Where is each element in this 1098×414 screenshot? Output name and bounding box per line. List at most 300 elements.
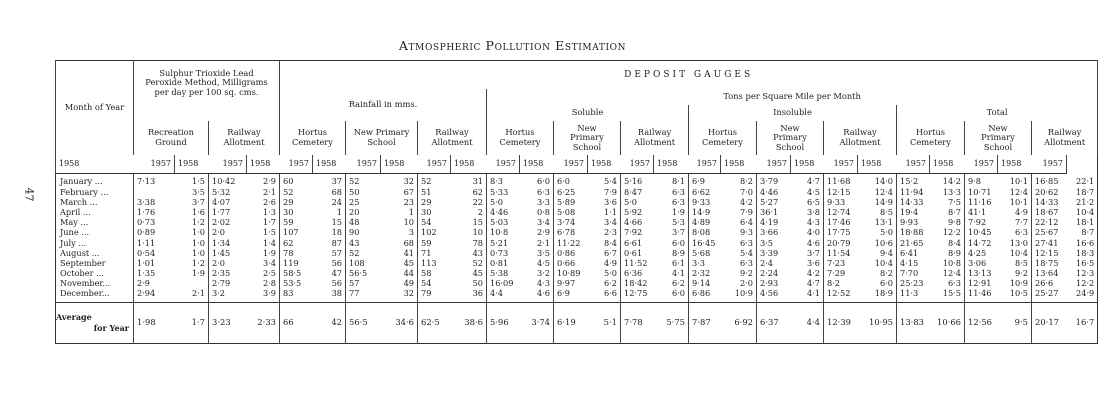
table-cell: 68 bbox=[403, 237, 414, 248]
total-railway-allotment-header: Railway Allotment bbox=[1032, 121, 1098, 155]
table-cell: 3·5 bbox=[536, 247, 550, 258]
total-header: Total bbox=[897, 105, 1098, 121]
table-cell: 16·45 bbox=[689, 238, 721, 248]
table-cell: 5·16 bbox=[621, 174, 654, 188]
average-cell: 6·92 bbox=[734, 317, 753, 328]
year-1957-label: 1957 bbox=[209, 155, 247, 174]
pollution-table-container bbox=[55, 60, 1095, 344]
table-cell: 2·0 bbox=[739, 278, 753, 289]
table-cell: 12·74 bbox=[824, 208, 858, 218]
table-cell: 8·4 bbox=[603, 237, 617, 248]
table-cell: 8·7 bbox=[947, 206, 961, 217]
average-cell: 3·74 bbox=[531, 317, 550, 328]
table-cell: 4·66 bbox=[621, 218, 654, 228]
month-label: October ... bbox=[60, 268, 104, 279]
table-cell: 10 bbox=[403, 217, 414, 228]
average-cell: 12·56 bbox=[965, 303, 998, 344]
table-cell: 78 bbox=[280, 248, 313, 258]
table-cell: 0·54 bbox=[134, 248, 175, 258]
table-cell: 8·47 bbox=[621, 187, 654, 197]
table-cell: 6·1 bbox=[671, 257, 685, 268]
table-row bbox=[56, 238, 1098, 248]
average-cell: 10·66 bbox=[937, 317, 961, 328]
table-cell: 12·4 bbox=[942, 268, 961, 279]
table-cell: 1·6 bbox=[191, 206, 205, 217]
table-cell: 5·27 bbox=[757, 197, 791, 207]
table-cell: 2·0 bbox=[209, 228, 247, 238]
year-1958-label: 1958 bbox=[451, 155, 487, 174]
average-cell: 13·83 bbox=[897, 303, 930, 344]
table-cell: 3·4 bbox=[603, 217, 617, 228]
table-cell: 79 bbox=[418, 289, 451, 303]
table-cell: 78 bbox=[472, 237, 483, 248]
table-cell: 3·7 bbox=[191, 196, 205, 207]
table-cell: 4·3 bbox=[806, 217, 820, 228]
table-cell: 6·5 bbox=[806, 196, 820, 207]
table-cell: 8·5 bbox=[879, 206, 893, 217]
table-cell: 3·5 bbox=[757, 238, 791, 248]
table-cell: 2·5 bbox=[262, 268, 276, 279]
table-cell: 2·1 bbox=[262, 186, 276, 197]
table-cell: 8·2 bbox=[739, 176, 753, 187]
year-1958-label: 1958 bbox=[930, 155, 965, 174]
table-cell: 15·5 bbox=[930, 289, 965, 303]
table-cell: 6·41 bbox=[897, 248, 930, 258]
average-cell: 9·5 bbox=[1014, 317, 1028, 328]
table-cell: 6·2 bbox=[671, 278, 685, 289]
average-cell: 2·33 bbox=[257, 317, 276, 328]
average-cell: 38·6 bbox=[464, 317, 483, 328]
table-cell: 6·0 bbox=[654, 289, 689, 303]
table-cell: 1·1 bbox=[603, 206, 617, 217]
insoluble-hortus-cemetery-header: Hortus Cemetery bbox=[689, 121, 757, 155]
table-cell: 2·3 bbox=[603, 227, 617, 238]
table-cell: 2·8 bbox=[262, 278, 276, 289]
table-cell: 5·0 bbox=[621, 197, 654, 207]
table-cell: 107 bbox=[280, 228, 313, 238]
table-cell: 18 bbox=[331, 227, 342, 238]
table-cell: 14·33 bbox=[1032, 197, 1067, 207]
table-cell: 22 bbox=[472, 196, 483, 207]
table-cell: 3·06 bbox=[965, 259, 998, 269]
table-cell: 11·94 bbox=[897, 187, 930, 197]
table-cell: 58·5 bbox=[280, 269, 313, 279]
table-cell: 54 bbox=[418, 279, 451, 289]
table-cell: 36 bbox=[451, 289, 487, 303]
table-cell: 25 bbox=[346, 197, 381, 207]
table-cell: 1·0 bbox=[191, 237, 205, 248]
table-cell: 3·4 bbox=[536, 217, 550, 228]
table-cell: 18·88 bbox=[897, 228, 930, 238]
table-cell: 1 bbox=[336, 206, 342, 217]
table-cell: 6·9 bbox=[554, 289, 588, 303]
table-cell: 11·54 bbox=[824, 248, 858, 258]
table-cell: 50 bbox=[472, 278, 483, 289]
table-cell: 10·45 bbox=[965, 228, 998, 238]
table-cell: 57 bbox=[346, 279, 381, 289]
deposit-gauges-header: DEPOSIT GAUGES bbox=[280, 61, 1098, 90]
table-cell: 1·9 bbox=[191, 268, 205, 279]
table-cell: 62 bbox=[280, 238, 313, 248]
table-cell: 10·89 bbox=[554, 269, 588, 279]
table-cell: 22·1 bbox=[1076, 176, 1095, 187]
table-cell: 4·1 bbox=[671, 268, 685, 279]
table-cell: 4·5 bbox=[536, 257, 550, 268]
month-label: June ... bbox=[60, 227, 90, 238]
table-cell: 10·71 bbox=[965, 187, 998, 197]
table-cell: 5·3 bbox=[671, 217, 685, 228]
soluble-new-primary-school-header: New Primary School bbox=[554, 121, 621, 155]
table-cell: 41 bbox=[403, 247, 414, 258]
year-1957-label: 1957 bbox=[824, 155, 858, 174]
table-cell: 2·0 bbox=[209, 259, 247, 269]
table-cell: 4·0 bbox=[806, 227, 820, 238]
table-cell: 4·25 bbox=[965, 248, 998, 258]
table-cell: 67 bbox=[403, 186, 414, 197]
average-cell: 7·87 bbox=[689, 303, 721, 344]
table-cell: 32 bbox=[403, 176, 414, 187]
table-cell: 16·5 bbox=[1076, 257, 1095, 268]
table-cell: 4·4 bbox=[487, 289, 520, 303]
year-1957-label: 1957 bbox=[1032, 155, 1067, 174]
table-cell: 4·7 bbox=[806, 278, 820, 289]
total-hortus-cemetery-header: Hortus Cemetery bbox=[897, 121, 965, 155]
railway-allotment-header: Railway Allotment bbox=[209, 121, 280, 155]
table-cell: 1·77 bbox=[209, 208, 247, 218]
month-label: February ... bbox=[60, 186, 109, 197]
table-cell: 58 bbox=[418, 269, 451, 279]
table-cell: 24 bbox=[331, 196, 342, 207]
table-cell: 52 bbox=[280, 187, 313, 197]
table-cell: 30 bbox=[418, 208, 451, 218]
table-cell: 3·7 bbox=[806, 247, 820, 258]
table-cell: 3·79 bbox=[757, 174, 791, 188]
table-cell: 9·8 bbox=[965, 174, 998, 188]
month-label: May ... bbox=[60, 217, 89, 228]
table-cell: 12·15 bbox=[1032, 248, 1067, 258]
table-cell: 4·19 bbox=[757, 218, 791, 228]
table-cell: 15 bbox=[331, 217, 342, 228]
table-cell: 7·23 bbox=[824, 259, 858, 269]
table-cell: 14·9 bbox=[689, 208, 721, 218]
table-cell: 4·9 bbox=[603, 257, 617, 268]
table-cell: 20·79 bbox=[824, 238, 858, 248]
average-cell: 6·19 bbox=[554, 303, 588, 344]
table-cell: 11·22 bbox=[554, 238, 588, 248]
table-cell: 10·9 bbox=[1009, 278, 1028, 289]
table-cell: 2·9 bbox=[262, 176, 276, 187]
table-cell: 1·7 bbox=[262, 217, 276, 228]
table-cell: 56 bbox=[331, 278, 342, 289]
table-cell: 11·52 bbox=[621, 259, 654, 269]
average-cell: 16·7 bbox=[1075, 317, 1095, 328]
average-cell: 34·6 bbox=[395, 317, 414, 328]
year-1958-label: 1958 bbox=[858, 155, 897, 174]
month-label: September bbox=[60, 257, 106, 268]
table-cell: 5·32 bbox=[209, 187, 247, 197]
table-cell: 19·4 bbox=[897, 208, 930, 218]
table-row bbox=[56, 228, 1098, 238]
table-cell: 7·5 bbox=[947, 196, 961, 207]
table-cell: 10·42 bbox=[209, 174, 247, 188]
table-cell: 5·0 bbox=[487, 197, 520, 207]
table-cell: 102 bbox=[418, 228, 451, 238]
table-cell: 2·94 bbox=[134, 289, 175, 303]
table-cell: 6·2 bbox=[603, 278, 617, 289]
table-cell: 18·1 bbox=[1076, 217, 1095, 228]
table-cell: 2·79 bbox=[209, 279, 247, 289]
year-1957-label: 1957 bbox=[280, 155, 313, 174]
table-cell: 18·9 bbox=[858, 289, 897, 303]
year-1958-label: 1958 bbox=[313, 155, 346, 174]
year-1957-label: 1957 bbox=[689, 155, 721, 174]
table-cell: 71 bbox=[418, 248, 451, 258]
table-cell: 6·7 bbox=[603, 247, 617, 258]
table-cell: 6·78 bbox=[554, 228, 588, 238]
table-cell: 20 bbox=[346, 208, 381, 218]
table-cell: 10·5 bbox=[998, 289, 1032, 303]
table-cell: 31 bbox=[472, 176, 483, 187]
table-cell: 2·24 bbox=[757, 269, 791, 279]
table-cell: 7·92 bbox=[621, 228, 654, 238]
table-cell: 6·3 bbox=[1014, 227, 1028, 238]
table-cell: 5·68 bbox=[689, 248, 721, 258]
table-cell: 2·9 bbox=[134, 279, 175, 289]
table-cell: 7·7 bbox=[1014, 217, 1028, 228]
table-cell: 12·3 bbox=[1076, 268, 1095, 279]
table-cell: 54 bbox=[418, 218, 451, 228]
year-1957-label: 1957 bbox=[346, 155, 381, 174]
table-cell: 8·5 bbox=[1014, 257, 1028, 268]
table-cell: 5·33 bbox=[487, 187, 520, 197]
average-cell: 10·95 bbox=[869, 317, 893, 328]
table-cell: 0·8 bbox=[536, 206, 550, 217]
table-cell: 14·33 bbox=[897, 197, 930, 207]
table-cell: 26·6 bbox=[1032, 279, 1067, 289]
table-cell: 11·3 bbox=[897, 289, 930, 303]
table-cell: 56 bbox=[331, 257, 342, 268]
year-1957-label: 1957 bbox=[757, 155, 791, 174]
average-cell: 42 bbox=[331, 317, 342, 328]
average-cell: 56·5 bbox=[346, 303, 381, 344]
soluble-railway-allotment-header: Railway Allotment bbox=[621, 121, 689, 155]
table-cell: 3·2 bbox=[536, 268, 550, 279]
table-cell bbox=[134, 187, 175, 197]
table-cell: 77 bbox=[346, 289, 381, 303]
year-1958-label: 1958 bbox=[998, 155, 1032, 174]
table-cell: 12·52 bbox=[824, 289, 858, 303]
table-cell: 2·1 bbox=[536, 237, 550, 248]
table-cell: 6·3 bbox=[947, 278, 961, 289]
table-cell: 21·65 bbox=[897, 238, 930, 248]
table-cell: 0·73 bbox=[134, 218, 175, 228]
table-cell: 51 bbox=[418, 187, 451, 197]
average-label-line2: for Year bbox=[93, 323, 129, 334]
table-cell: 9·33 bbox=[689, 197, 721, 207]
table-cell: 4·2 bbox=[806, 268, 820, 279]
table-cell: 14·0 bbox=[874, 176, 893, 187]
table-cell: 12·4 bbox=[1009, 186, 1028, 197]
table-cell: 3·8 bbox=[806, 206, 820, 217]
tons-per-square-mile-header: Tons per Square Mile per Month bbox=[487, 89, 1098, 105]
table-cell: 0·61 bbox=[621, 248, 654, 258]
table-cell: 12·4 bbox=[874, 186, 893, 197]
average-label bbox=[56, 303, 134, 344]
table-cell: 6·0 bbox=[554, 174, 588, 188]
table-cell: 9·4 bbox=[879, 247, 893, 258]
year-1958-label: 1958 bbox=[56, 155, 134, 174]
table-cell: 3·6 bbox=[603, 196, 617, 207]
table-cell: 4·6 bbox=[520, 289, 554, 303]
year-1957-label: 1957 bbox=[621, 155, 654, 174]
month-label: December... bbox=[56, 289, 134, 303]
table-cell: 1·76 bbox=[134, 208, 175, 218]
year-1957-label: 1957 bbox=[134, 155, 175, 174]
year-1958-label: 1958 bbox=[175, 155, 209, 174]
document-title: Atmospheric Pollution Estimation bbox=[398, 38, 627, 53]
table-cell: 12·15 bbox=[824, 187, 858, 197]
table-cell: 3·3 bbox=[689, 259, 721, 269]
table-cell: 2 bbox=[477, 206, 483, 217]
table-cell: 10·1 bbox=[1009, 196, 1028, 207]
total-new-primary-school-header: New Primary School bbox=[965, 121, 1032, 155]
table-cell: 7·0 bbox=[739, 186, 753, 197]
table-cell: 5·03 bbox=[487, 218, 520, 228]
table-cell: 7·29 bbox=[824, 269, 858, 279]
recreation-railway-spacer bbox=[134, 105, 280, 121]
table-cell: 14·9 bbox=[874, 196, 893, 207]
table-cell: 9·93 bbox=[897, 218, 930, 228]
table-cell: 45 bbox=[472, 268, 483, 279]
table-cell: 52 bbox=[472, 257, 483, 268]
average-cell: 5·75 bbox=[666, 317, 685, 328]
pollution-table bbox=[55, 60, 1098, 344]
table-cell: 7·70 bbox=[897, 269, 930, 279]
table-cell: 7·92 bbox=[965, 218, 998, 228]
table-cell: 8·1 bbox=[671, 176, 685, 187]
average-cell: 5·1 bbox=[603, 317, 617, 328]
table-cell: 50 bbox=[346, 187, 381, 197]
table-cell: 37 bbox=[331, 176, 342, 187]
table-cell: 16·09 bbox=[487, 279, 520, 289]
table-cell: 41·1 bbox=[965, 208, 998, 218]
table-cell: 27·41 bbox=[1032, 238, 1067, 248]
table-cell: 6·86 bbox=[689, 289, 721, 303]
table-cell: 25·23 bbox=[897, 279, 930, 289]
table-cell: 1 bbox=[408, 206, 414, 217]
table-cell: 4·5 bbox=[806, 186, 820, 197]
table-cell: 6·3 bbox=[671, 196, 685, 207]
average-cell: 3·23 bbox=[209, 303, 247, 344]
year-1958-label: 1958 bbox=[654, 155, 689, 174]
table-cell: 10·6 bbox=[874, 237, 893, 248]
table-cell: 52 bbox=[346, 248, 381, 258]
insoluble-header: Insoluble bbox=[689, 105, 897, 121]
table-cell: 108 bbox=[346, 259, 381, 269]
table-cell: 4·7 bbox=[806, 176, 820, 187]
table-cell: 1·5 bbox=[191, 176, 205, 187]
soluble-header: Soluble bbox=[487, 105, 689, 121]
month-label: April ... bbox=[60, 206, 91, 217]
table-cell: 10·4 bbox=[874, 257, 893, 268]
table-cell: 8·9 bbox=[947, 247, 961, 258]
year-1958-label: 1958 bbox=[381, 155, 418, 174]
table-cell: 36·1 bbox=[757, 208, 791, 218]
table-cell: 83 bbox=[280, 289, 313, 303]
month-label: November... bbox=[60, 278, 111, 289]
table-cell: 9·3 bbox=[739, 227, 753, 238]
table-cell: 13·0 bbox=[1009, 237, 1028, 248]
table-cell: 5·92 bbox=[621, 208, 654, 218]
table-cell: 4·89 bbox=[689, 218, 721, 228]
table-cell: 25·27 bbox=[1032, 289, 1067, 303]
average-cell: 1·98 bbox=[134, 303, 175, 344]
table-cell: 1·5 bbox=[262, 227, 276, 238]
table-cell: 5·08 bbox=[554, 208, 588, 218]
table-cell: 6·3 bbox=[739, 257, 753, 268]
table-cell: 2·1 bbox=[175, 289, 209, 303]
table-cell: 5·89 bbox=[554, 197, 588, 207]
table-cell: 9·33 bbox=[824, 197, 858, 207]
table-cell: 2·32 bbox=[689, 269, 721, 279]
table-cell: 3·6 bbox=[806, 257, 820, 268]
table-cell: 5·38 bbox=[487, 269, 520, 279]
table-cell: 24·9 bbox=[1067, 289, 1098, 303]
table-cell: 10·4 bbox=[1009, 247, 1028, 258]
table-cell: 21·2 bbox=[1076, 196, 1095, 207]
table-cell: 52 bbox=[418, 174, 451, 188]
table-cell: 2·9 bbox=[536, 227, 550, 238]
table-cell: 6·6 bbox=[588, 289, 621, 303]
month-of-year-header: Month of Year bbox=[56, 61, 134, 156]
table-cell: 4·1 bbox=[791, 289, 824, 303]
table-cell: 4·3 bbox=[536, 278, 550, 289]
table-cell: 10·8 bbox=[487, 228, 520, 238]
table-cell: 16·6 bbox=[1076, 237, 1095, 248]
table-cell: 3 bbox=[408, 227, 414, 238]
table-cell: 0·66 bbox=[554, 259, 588, 269]
table-cell: 4·15 bbox=[897, 259, 930, 269]
rainfall-header: Rainfall in mms. bbox=[280, 89, 487, 121]
table-cell: 6·36 bbox=[621, 269, 654, 279]
table-cell: 29 bbox=[280, 197, 313, 207]
table-cell: 13·3 bbox=[942, 186, 961, 197]
table-cell: 2·35 bbox=[209, 269, 247, 279]
average-cell: 4·4 bbox=[806, 317, 820, 328]
table-cell: 7·9 bbox=[739, 206, 753, 217]
average-cell: 62·5 bbox=[418, 303, 451, 344]
table-cell: 18·7 bbox=[1076, 186, 1095, 197]
month-label: March ... bbox=[60, 196, 98, 207]
table-cell: 17·46 bbox=[824, 218, 858, 228]
table-cell: 30 bbox=[280, 208, 313, 218]
table-cell: 68 bbox=[331, 186, 342, 197]
table-cell: 10 bbox=[472, 227, 483, 238]
table-cell: 13·64 bbox=[1032, 269, 1067, 279]
table-cell: 8·2 bbox=[879, 268, 893, 279]
table-cell: 15 bbox=[472, 217, 483, 228]
table-cell: 8·2 bbox=[824, 279, 858, 289]
table-cell: 7·13 bbox=[134, 174, 175, 188]
table-cell: 3·4 bbox=[262, 257, 276, 268]
table-cell: 3·74 bbox=[554, 218, 588, 228]
sulphur-header: Sulphur Trioxide Lead Peroxide Method, Milligrams per day per 100 sq. cms. bbox=[134, 61, 280, 106]
table-cell: 38 bbox=[313, 289, 346, 303]
table-cell: 9·8 bbox=[947, 217, 961, 228]
table-cell: 2·6 bbox=[262, 196, 276, 207]
table-cell: 0·86 bbox=[554, 248, 588, 258]
table-cell: 6·9 bbox=[689, 174, 721, 188]
